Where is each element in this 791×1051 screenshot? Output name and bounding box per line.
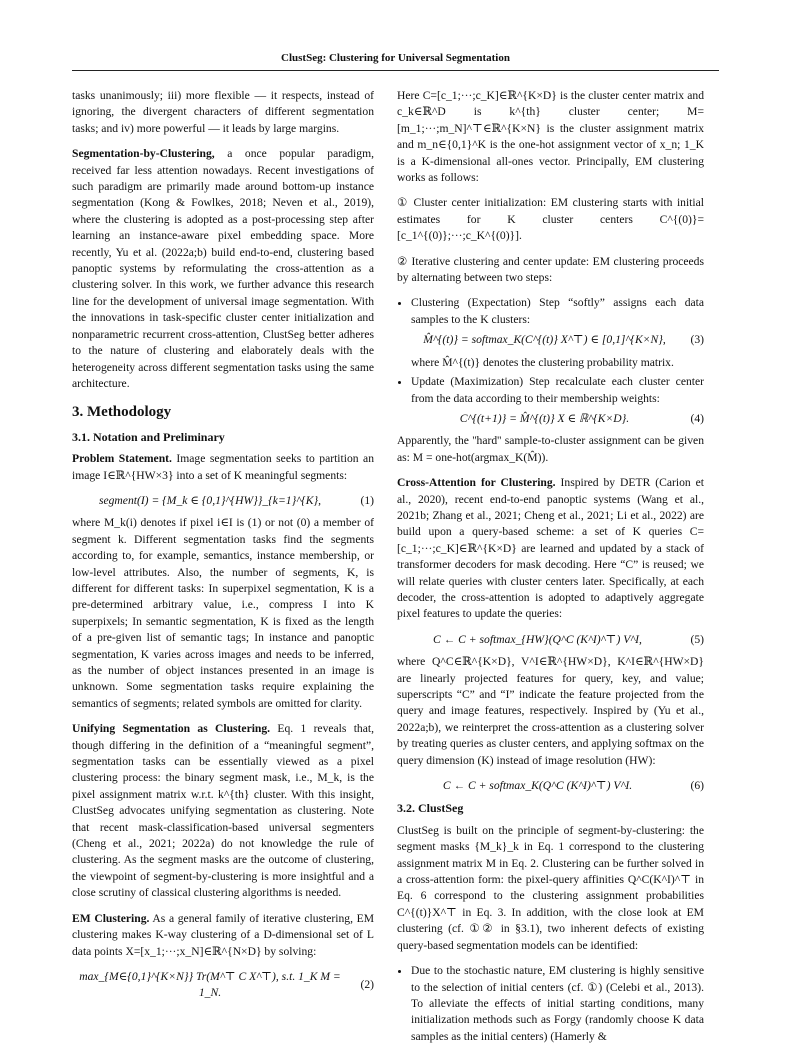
list-item-text: Update (Maximization) Step recalculate each cluster center from the data according to their membership weights: — [411, 375, 704, 405]
paragraph-text: Image segmentation seeks to partition an image I∈ℝ^{HW×3} into a set of K meaningful segments: — [72, 452, 374, 482]
unifying-paragraph — [72, 721, 374, 901]
step-list — [397, 295, 704, 427]
equation-number: (1) — [360, 493, 374, 507]
section-heading: 3. Methodology — [72, 404, 172, 421]
paragraph-lead: EM Clustering. — [72, 911, 150, 925]
equation-body: C ← C + softmax_{HW}(Q^C (K^I)^⊤) V^I, — [433, 632, 642, 646]
init-paragraph: ① Cluster center initialization: EM clustering starts with initial estimates for K cluster centers C^{(0)}=[c_1^{(0)};···;c_K^{(0)}]. — [397, 196, 704, 243]
equation-body: M̂^{(t)} = softmax_K(C^{(t)} X^⊤) ∈ [0,1]^{K×N}, — [423, 333, 666, 347]
equation-3 — [411, 332, 704, 348]
equation-number: (5) — [690, 632, 704, 646]
list-item-text: Clustering (Expectation) Step “softly” assigns each data samples to the K clusters: — [411, 296, 704, 326]
equation-number: (4) — [690, 411, 704, 425]
header-rule — [72, 70, 719, 71]
equation-5 — [397, 632, 704, 648]
em-paragraph — [72, 911, 374, 960]
left-column — [72, 88, 374, 1008]
equation-number: (6) — [690, 779, 704, 793]
iterative-paragraph: ② Iterative clustering and center update: EM clustering proceeds by alternating between two steps: — [397, 254, 704, 285]
paragraph-lead: Unifying Segmentation as Clustering. — [72, 722, 271, 736]
equation-number: (3) — [690, 333, 704, 347]
paragraph-lead: Segmentation-by-Clustering, — [72, 147, 215, 161]
equation-body: C^{(t+1)} = M̂^{(t)} X ∈ ℝ^{K×D}. — [459, 411, 630, 425]
equation-6 — [397, 778, 704, 794]
problem-paragraph — [72, 451, 374, 484]
paragraph-text: As a general family of iterative clustering, EM clustering makes K-way clustering of a D-dimensional set of L data points X=[x_1;···;x_N]∈ℝ^{N×D} by solving: — [72, 911, 375, 958]
defect-list — [397, 963, 704, 1045]
equation-1 — [72, 493, 374, 509]
paragraph-text: Eq. 1 reveals that, though differing in the definition of a “meaningful segment”, segmentation tasks can be essentially viewed as a pixel clustering process: the binary segment mask, i.e., M_k, is the pixel assignment matrix w.r.t. k^{th} cluster. With this insight, ClustSeg advocates unifying segmentation as clustering. Note that recent mask-classification-based universal segmenters (Cheng et al., 2021; 2022a) do not knowledge the rule of clustering. As the segment masks are the outcome of clustering, the viewpoint of segment-by-clustering is more insightful and a close scrutiny of classical clustering algorithms is needed. — [72, 722, 374, 900]
list-item — [411, 374, 704, 427]
equation-2 — [72, 969, 374, 1002]
subsection-heading: 3.2. ClustSeg — [397, 801, 464, 816]
notation-paragraph: Here C=[c_1;···;c_K]∈ℝ^{K×D} is the cluster center matrix and c_k∈ℝ^D is k^{th} cluster center; M=[m_1;···;m_N]^⊤∈ℝ^{K×N} is the cluster assignment matrix and m_n∈{0,1}^K is the one-hot assignment vector of x_n; 1_K is a K-dimensional all-ones vector. Principally, EM clustering works as follows: — [397, 89, 704, 185]
paragraph-lead: Problem Statement. — [72, 452, 172, 466]
equation-4 — [411, 411, 704, 427]
paragraph-lead: Cross-Attention for Clustering. — [397, 476, 556, 490]
right-column — [397, 88, 704, 1051]
clustseg-paragraph: ClustSeg is built on the principle of segment-by-clustering: the segment masks {M_k}_k in Eq. 1 correspond to the clustering assignment matrix M in Eq. 2. Clustering can be further solved in a cross-attention form: the pixel-query affinities Q^C(K^I)^⊤ in Eq. 6 correspond to the clustering assignment probabilities C^{(t)}X^⊤ in Eq. 3. In addition, with the close look at EM clustering (cf. ①② in §3.1), two inherent defects of existing query-based segmentation models can be identified: — [397, 823, 704, 952]
projection-paragraph: where Q^C∈ℝ^{K×D}, V^I∈ℝ^{HW×D}, K^I∈ℝ^{HW×D} are linearly projected features for query, key, and value; superscripts “C” and “I” indicate the feature projected from the query and image features, respectively. Inspired by (Yu et al., 2022a;b), we reinterpret the cross-attention as a clustering solver by treating queries as cluster centers, and applying softmax on the query dimension (K) instead of image resolution (HW): — [397, 655, 704, 767]
paragraph-text: a once popular paradigm, received far less attention nowadays. Recent investigations of such paradigm are primarily made around bottom-up instance segmentation (Kong & Fowlkes, 2018; Neven et al., 2019), where the clustering is adopted as a post-processing step after learning an instance-aware pixel embedding space. More recently, Yu et al. (2022a;b) build end-to-end, clustering based panoptic systems by reformulating the cross-attention as a clustering solver. In this work, we further advance this research line for the development of universal image segmentation. With the innovations in task-specific cluster center initialization and nonparametric recurrent cross-attention, ClustSeg better adheres to the nature of clustering and elaborately deals with the heterogeneity across different segmentation tasks using the same architecture. — [72, 147, 374, 390]
list-item: • Due to the stochastic nature, EM clustering is highly sensitive to the selection of initial centers (cf. ①) (Celebi et al., 2013). To alleviate the effects of initial starting conditions, many initialization methods such as Forgy (randomly choose K data samples as the initial centers) (Hamerly & — [411, 963, 704, 1045]
equation-body: C ← C + softmax_K(Q^C (K^I)^⊤) V^I. — [442, 779, 633, 793]
cross-attention-paragraph — [397, 475, 704, 623]
clustering-paragraph — [72, 146, 374, 392]
list-item-tail: where M̂^{(t)} denotes the clustering probability matrix. — [411, 355, 674, 369]
running-header: ClustSeg: Clustering for Universal Segmentation — [281, 52, 510, 64]
equation-body: max_{M∈{0,1}^{K×N}} Tr(M^⊤ C X^⊤), s.t. 1_K M = 1_N. — [79, 969, 341, 1000]
hard-assignment-paragraph: Apparently, the ''hard'' sample-to-cluster assignment can be given as: M = one-hot(argmax_K(M̂)). — [397, 434, 704, 464]
segment-paragraph: where M_k(i) denotes if pixel i∈I is (1) or not (0) a member of segment k. Different segmentation tasks find the segments according to, for example, semantics, instance membership, or low-level attributes. Also, the number of segments, K, is different for different tasks: In superpixel segmentation, K is a pre-determined arbitrary value, i.e., compress I into K superpixels; In semantic segmentation, K is fixed as the length of a pre-given list of semantic tags; In instance and panoptic segmentation, K varies across images and needs to be inferred, as the number of object instances presented in an image is unknown. Some segmentation tasks require explaining the semantics of segments; related symbols are omitted for clarity. — [72, 516, 374, 710]
equation-number: (2) — [360, 978, 374, 992]
list-item — [411, 295, 704, 371]
subsection-heading: 3.1. Notation and Preliminary — [72, 429, 225, 444]
paragraph-text: Inspired by DETR (Carion et al., 2020), recent end-to-end panoptic systems (Wang et al., 2021b; Zhang et al., 2021; Cheng et al., 2021; Li et al., 2022) are build upon a query-based scheme: a set of K queries C=[c_1;···;c_K]∈ℝ^{K×D} are learned and updated by a stack of transformer decoders for mask decoding. Here “C” is reused; we will relate queries with cluster centers later. Specifically, at each decoder, the cross-attention is adopted to adaptively aggregate pixel features to update the queries: — [397, 476, 705, 621]
intro-paragraph: tasks unanimously; iii) more flexible — it respects, instead of ignoring, the divergent characters of different segmentation tasks; and iv) more powerful — it leads by large margins. — [72, 89, 374, 135]
equation-body: segment(I) = {M_k ∈ {0,1}^{HW}}_{k=1}^{K}, — [98, 493, 322, 507]
